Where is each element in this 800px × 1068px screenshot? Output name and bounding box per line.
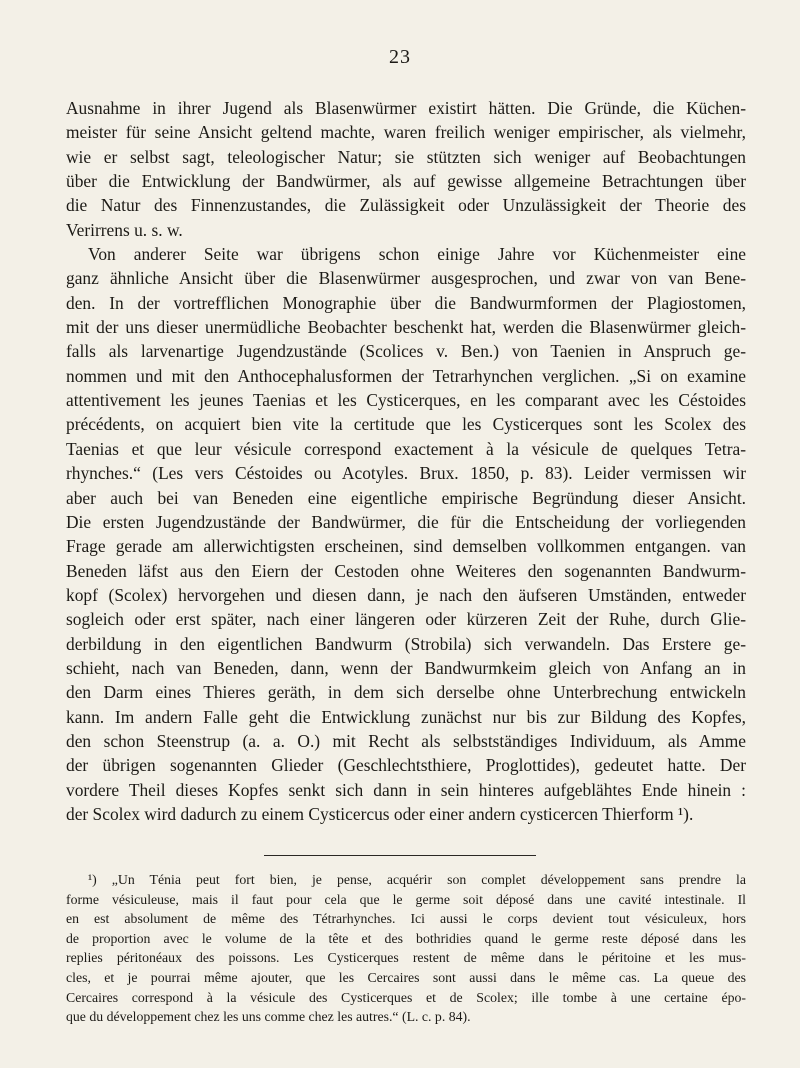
footnote-line: Cercaires correspond à la vésicule des Cysticerques et de Scolex; ille tombe à une certaine épo- <box>66 989 746 1005</box>
footnote-line: forme vésiculeuse, mais il faut pour cela que le germe soit déposé dans une cavité intestinale. Il <box>66 891 746 907</box>
text-line: vordere Theil dieses Kopfes senkt sich dann in sein hinteres aufgeblähtes Ende hinein : <box>66 779 746 800</box>
text-line: falls als larvenartige Jugendzustände (Scolices v. Ben.) von Taenien in Anspruch ge- <box>66 341 746 362</box>
footnote-divider <box>264 855 536 856</box>
text-line: Die ersten Jugendzustände der Bandwürmer, die für die Entscheidung der vorliegenden <box>66 511 746 532</box>
text-line: Taenias et que leur vésicule correspond exactement à la vésicule de quelques Tetra- <box>66 438 746 459</box>
footnote-line: cles, et je pourrai même ajouter, que les Cercaires sont aussi dans le même cas. La queue des <box>66 969 746 985</box>
text-line: derbildung in den eigentlichen Bandwurm (Strobila) sich verwandeln. Das Erstere ge- <box>66 633 746 654</box>
text-line: meister für seine Ansicht geltend machte, waren freilich weniger empirischer, als vielmehr, <box>66 122 746 143</box>
text-line: nommen und mit den Anthocephalusformen der Tetrarhynchen verglichen. „Si on examine <box>66 365 746 386</box>
text-line: den Darm eines Thieres geräth, in dem sich derselbe ohne Unterbrechung entwickeln <box>66 682 746 703</box>
text-line: Frage gerade am allerwichtigsten erscheinen, sind demselben vollkommen entgangen. van <box>66 536 746 557</box>
text-line: der Scolex wird dadurch zu einem Cysticercus oder einer andern cysticercen Thierform ¹). <box>66 803 694 824</box>
text-line: Von anderer Seite war übrigens schon einige Jahre vor Küchenmeister eine <box>88 244 746 265</box>
footnote-line: que du développement chez les uns comme chez les autres.“ (L. c. p. 84). <box>66 1009 471 1025</box>
footnote <box>66 870 746 1027</box>
text-line: aber auch bei van Beneden eine eigentliche empirische Begründung dieser Ansicht. <box>66 487 746 508</box>
text-line: rhynches.“ (Les vers Céstoides ou Acotyles. Brux. 1850, p. 83). Leider vermissen wir <box>66 463 746 484</box>
text-line: die Natur des Finnenzustandes, die Zulässigkeit oder Unzulässigkeit der Theorie des <box>66 195 746 216</box>
main-text <box>66 96 746 826</box>
text-line: mit der uns dieser unermüdliche Beobachter beschenkt hat, werden die Blasenwürmer gleich- <box>66 317 746 338</box>
text-line: kann. Im andern Falle geht die Entwicklung zunächst nur bis zur Bildung des Kopfes, <box>66 706 746 727</box>
text-line: Verirrens u. s. w. <box>66 219 183 240</box>
text-line: sogleich oder erst später, nach einer längeren oder kürzeren Zeit der Ruhe, durch Glie- <box>66 609 746 630</box>
footnote-line: ¹) „Un Ténia peut fort bien, je pense, acquérir son complet développement sans prendre la <box>88 872 746 887</box>
text-line: ganz ähnliche Ansicht über die Blasenwürmer ausgesprochen, und zwar von van Bene- <box>66 268 746 289</box>
text-line: wie er selbst sagt, teleologischer Natur; sie stützten sich weniger auf Beobachtungen <box>66 146 746 167</box>
text-line: attentivement les jeunes Taenias et les Cysticerques, en les comparant avec les Céstoides <box>66 390 746 411</box>
text-line: kopf (Scolex) hervorgehen und diesen dann, je nach den äufseren Umständen, entweder <box>66 584 746 605</box>
text-line: über die Entwicklung der Bandwürmer, als auf gewisse allgemeine Betrachtungen über <box>66 171 746 192</box>
text-line: Ausnahme in ihrer Jugend als Blasenwürmer existirt hätten. Die Gründe, die Küchen- <box>66 98 746 118</box>
text-line: schieht, nach van Beneden, dann, wenn der Bandwurmkeim gleich von Anfang an in <box>66 657 746 678</box>
text-line: den schon Steenstrup (a. a. O.) mit Recht als selbstständiges Individuum, als Amme <box>66 730 746 751</box>
footnote-line: replies péritonéaux des poissons. Les Cysticerques restent de même dans le péritoine et les mus- <box>66 950 746 966</box>
footnote-line: de proportion avec le volume de la tête et des bothridies quand le germe reste déposé dans les <box>66 930 746 946</box>
text-line: den. In der vortrefflichen Monographie über die Bandwurmformen der Plagiostomen, <box>66 292 746 313</box>
page-number: 23 <box>389 46 411 68</box>
text-line: Beneden läfst aus den Eiern der Cestoden ohne Weiteres den sogenannten Bandwurm- <box>66 560 746 581</box>
footnote-line: en est absolument de même des Tétrarhynches. Ici aussi le corps devient tout vésiculeux, hors <box>66 911 746 927</box>
text-line: der übrigen sogenannten Glieder (Geschlechtsthiere, Proglottides), gedeutet hatte. Der <box>66 755 746 776</box>
text-line: précédents, on acquiert bien vite la certitude que les Cysticerques sont les Scolex des <box>66 414 746 435</box>
